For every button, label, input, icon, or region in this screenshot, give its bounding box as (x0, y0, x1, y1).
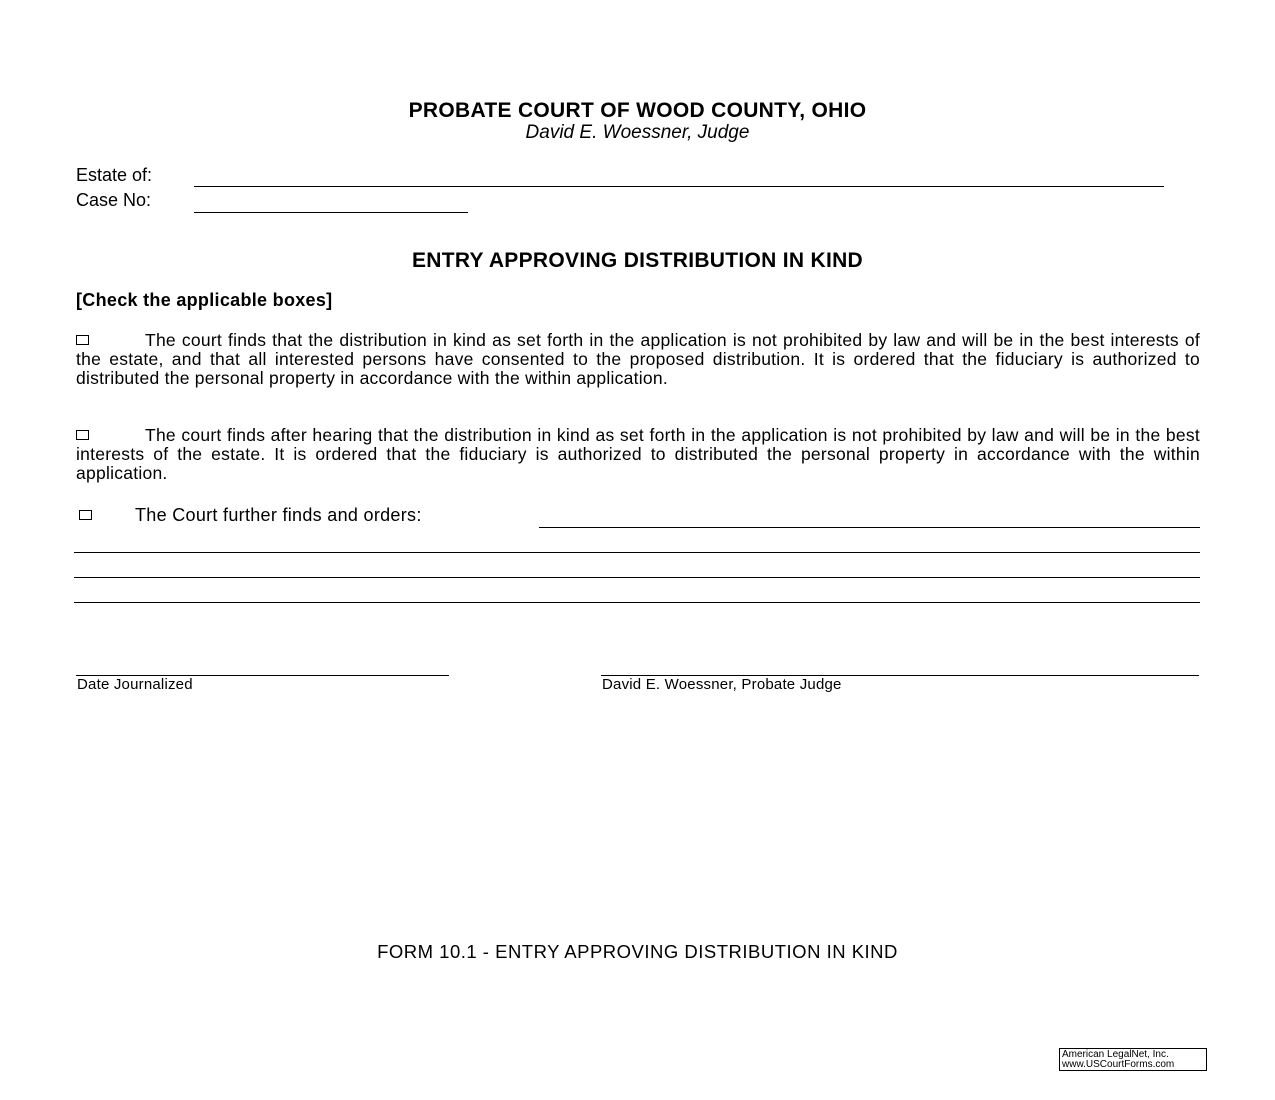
instructions: [Check the applicable boxes] (76, 290, 333, 310)
publisher-url: www.USCourtForms.com (1062, 1059, 1175, 1070)
date-journalized-label: Date Journalized (77, 676, 193, 693)
option-2 (76, 426, 1200, 484)
option-1-checkbox[interactable] (76, 335, 89, 345)
option-3-checkbox[interactable] (79, 510, 92, 520)
estate-label: Estate of: (76, 165, 153, 185)
case-number-label: Case No: (76, 190, 152, 210)
estate-field[interactable] (194, 186, 1164, 187)
judge-subtitle: David E. Woessner, Judge (525, 122, 750, 143)
further-orders-line-1[interactable] (539, 527, 1200, 528)
further-orders-line-4[interactable] (74, 602, 1200, 603)
case-number-field[interactable] (194, 212, 468, 213)
form-footer: FORM 10.1 - ENTRY APPROVING DISTRIBUTION IN KIND (377, 941, 898, 962)
option-1-text: The court finds that the distribution in kind as set forth in the application is not prohibited by law and will be in the best interests of the estate, and that all interested persons have consented to the proposed distribution. It is ordered that the fiduciary is authorized to distributed the personal property in accordance with the within application. (76, 330, 1200, 389)
form-title: ENTRY APPROVING DISTRIBUTION IN KIND (411, 249, 864, 272)
option-3-text: The Court further finds and orders: (135, 505, 422, 525)
option-1 (76, 331, 1200, 389)
publisher-stamp (1059, 1048, 1207, 1071)
further-orders-line-3[interactable] (74, 577, 1200, 578)
further-orders-line-2[interactable] (74, 552, 1200, 553)
option-2-text: The court finds after hearing that the distribution in kind as set forth in the application is not prohibited by law and will be in the best interests of the estate. It is ordered that the fiduciary is authorized to distributed the personal property in accordance with the within application. (76, 425, 1200, 484)
publisher-name: American LegalNet, Inc. (1062, 1049, 1169, 1060)
option-2-checkbox[interactable] (76, 430, 89, 440)
court-title: PROBATE COURT OF WOOD COUNTY, OHIO (408, 99, 867, 122)
judge-signature-label: David E. Woessner, Probate Judge (602, 676, 842, 693)
